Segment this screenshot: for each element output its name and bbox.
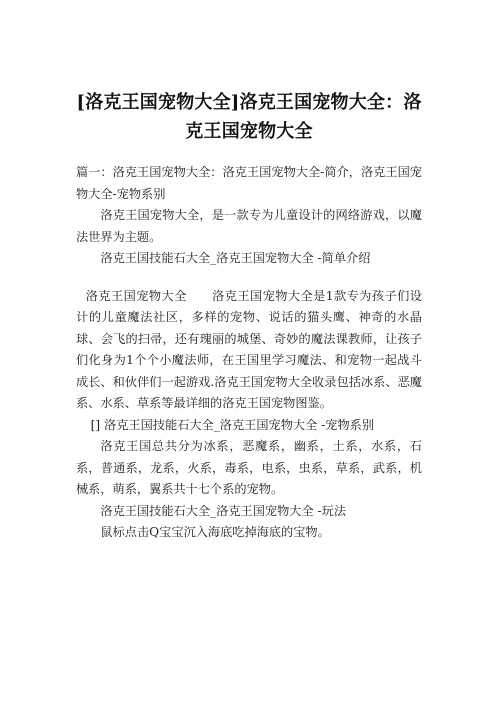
paragraph-pet-types: 洛克王国总共分为冰系，恶魔系，幽系，土系，水系，石系，普通系，龙系，火系，毒系，电系，虫系，草系，武系，机械系，萌系，翼系共十七个系的宠物。 [76,439,422,496]
title-line-2: 克王国宠物大全 [185,121,313,142]
paragraph-game-details: 洛克王国宠物大全 洛克王国宠物大全是1款专为孩子们设计的儿童魔法社区，多样的宠物、说话的猫头鹰、神奇的水晶球、会飞的扫帚，还有瑰丽的城堡、奇妙的魔法课教师，让孩子们化身为1个个小魔法师，在王国里学习魔法、和宠物一起战斗成长、和伙伴们一起游戏.洛克王国宠物大全收录包括冰系、恶魔系、水系、草系等最详细的洛克王国宠物图鉴。 [76,288,422,410]
paragraph-intro: 篇一：洛克王国宠物大全：洛克王国宠物大全-简介，洛克王国宠物大全-宠物系别 [76,165,422,201]
paragraph-heading-gameplay: 洛克王国技能石大全_洛克王国宠物大全 -玩法 [100,503,347,518]
paragraph-heading-types: [] 洛克王国技能石大全_洛克王国宠物大全 -宠物系别 [90,417,375,432]
title-line-1: [洛克王国宠物大全]洛克王国宠物大全：洛 [76,92,422,113]
paragraph-gameplay: 鼠标点击Q宝宝沉入海底吃掉海底的宝物。 [100,525,330,539]
paragraph-heading-intro: 洛克王国技能石大全_洛克王国宠物大全 -简单介绍 [100,251,371,265]
paragraph-game-description: 洛克王国宠物大全，是一款专为儿童设计的网络游戏，以魔法世界为主题。 [76,208,422,244]
page-content [76,0,422,544]
document-title [76,0,422,146]
document-body [76,162,422,544]
